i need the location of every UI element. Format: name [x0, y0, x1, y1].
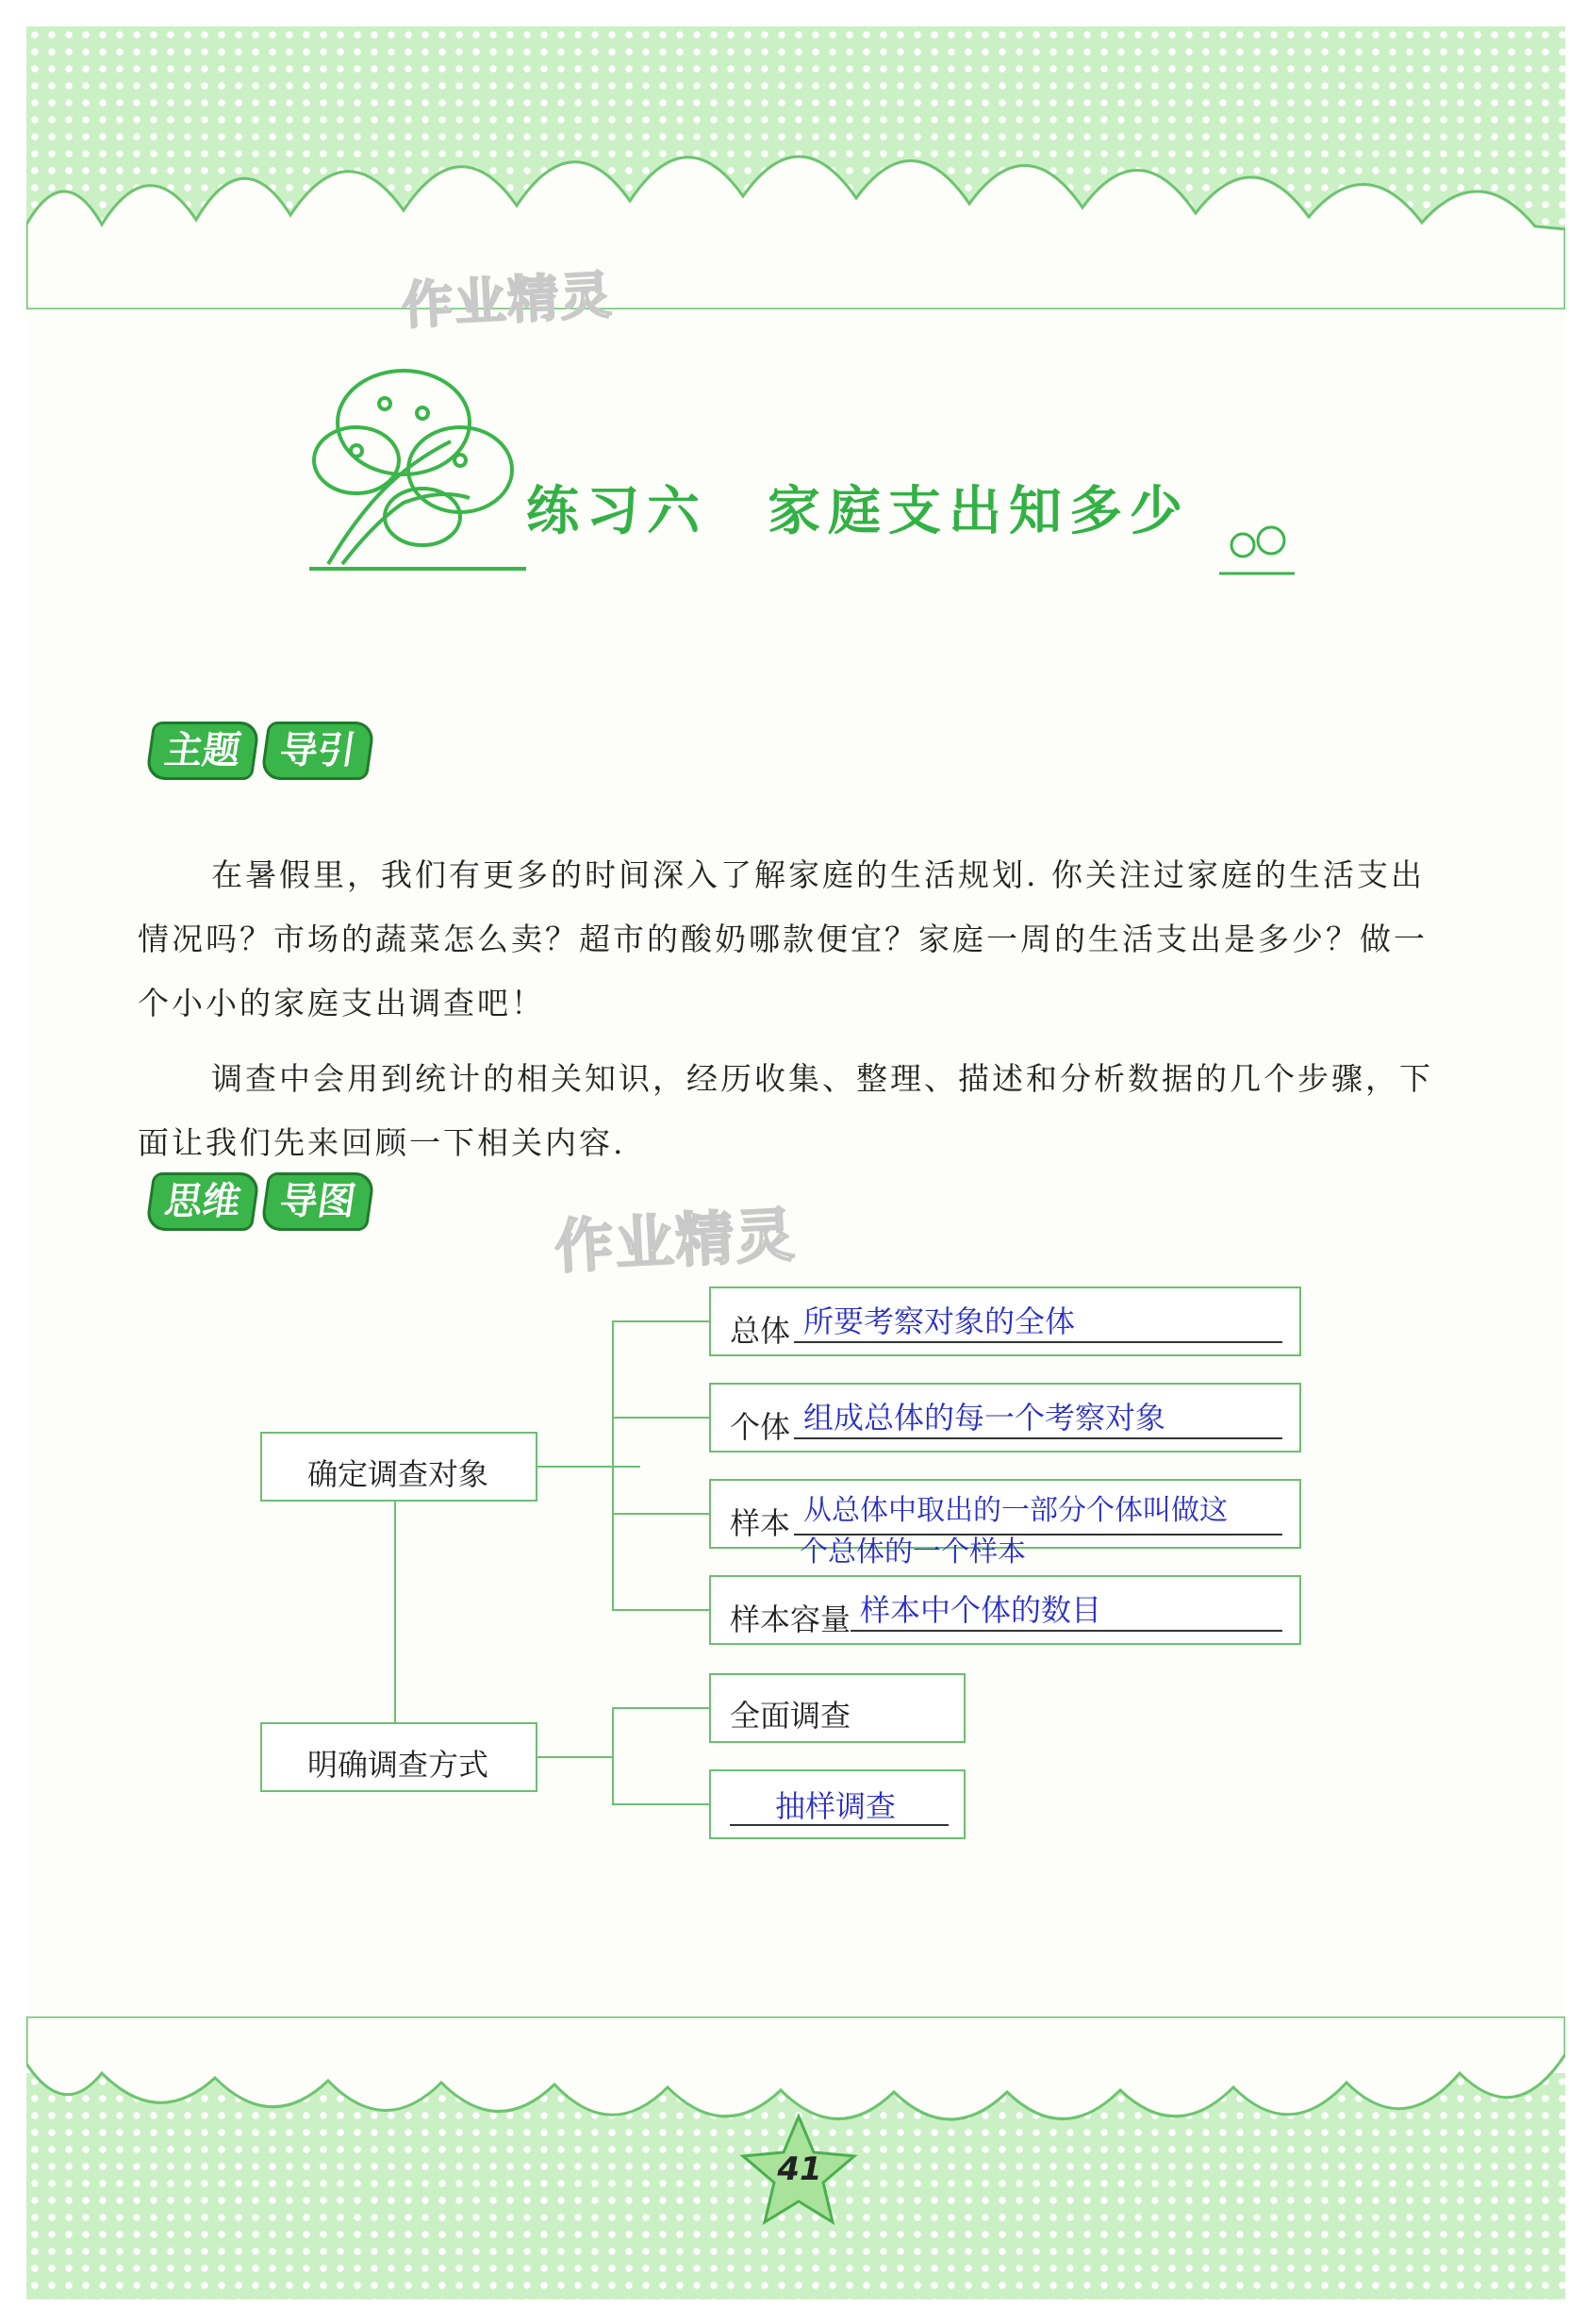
answer-text: 个总体的一个样本 [800, 1536, 1026, 1569]
connector-line [612, 1320, 709, 1322]
node-method [260, 1722, 537, 1792]
item-label: 个体 [730, 1409, 791, 1445]
connector-line [612, 1707, 614, 1805]
badge-part: 主题 [145, 722, 261, 780]
page-title: 练习六 家庭支出知多少 [526, 481, 1190, 542]
connector-line [537, 1756, 612, 1758]
answer-blank [851, 1630, 1282, 1632]
answer-text: 样本中个体的数目 [860, 1592, 1102, 1628]
answer-text: 抽样调查 [775, 1788, 897, 1824]
page-number: 41 [777, 2150, 822, 2188]
section-badge-mindmap [149, 1173, 372, 1230]
answer-text: 组成总体的每一个考察对象 [803, 1400, 1166, 1436]
item-box-full-survey [709, 1673, 966, 1743]
item-label: 总体 [730, 1313, 791, 1349]
section-badge-intro [149, 722, 372, 779]
flower-icon [1214, 517, 1299, 583]
connector-line [612, 1513, 709, 1515]
badge-part: 导图 [260, 1172, 376, 1231]
item-box-sample [709, 1479, 1301, 1569]
page [26, 26, 1565, 2299]
badge-part: 思维 [145, 1172, 261, 1231]
scallop-edge-top [26, 140, 1565, 309]
answer-text: 从总体中取出的一部分个体叫做这 [803, 1494, 1228, 1527]
item-box-sample-survey [709, 1769, 966, 1839]
connector-line [612, 1707, 709, 1709]
item-box-sample-size [709, 1575, 1301, 1645]
answer-text: 所要考察对象的全体 [803, 1303, 1076, 1339]
node-object [260, 1432, 537, 1502]
intro-paragraph [138, 1047, 1458, 1175]
badge-part: 导引 [260, 722, 376, 780]
node-label: 确定调查对象 [307, 1456, 489, 1492]
intro-paragraph [138, 843, 1458, 1036]
connector-line [537, 1466, 640, 1468]
item-label: 样本 [730, 1505, 791, 1541]
connector-line [612, 1803, 709, 1805]
paragraph-text: 调查中会用到统计的相关知识，经历收集、整理、描述和分析数据的几个步骤，下面让我们先来回顾一下相关内容. [138, 1060, 1433, 1161]
paragraph-text: 在暑假里，我们有更多的时间深入了解家庭的生活规划. 你关注过家庭的生活支出情况吗？市场的蔬菜怎么卖？超市的酸奶哪款便宜？家庭一周的生活支出是多少？做一个小小的家庭支出调查吧！ [138, 856, 1428, 1021]
answer-blank [794, 1437, 1282, 1439]
item-box-population [709, 1286, 1301, 1356]
watermark: 作业精灵 [553, 1200, 799, 1282]
answer-blank [794, 1341, 1282, 1343]
connector-line [612, 1417, 709, 1419]
item-box-individual [709, 1383, 1301, 1452]
connector-line [612, 1320, 614, 1611]
node-label: 明确调查方式 [307, 1747, 489, 1783]
item-label: 样本容量 [730, 1602, 851, 1637]
tree-illustration [300, 338, 536, 583]
item-label: 全面调查 [730, 1698, 851, 1734]
watermark: 作业精灵 [400, 265, 615, 336]
connector-line [612, 1609, 709, 1611]
